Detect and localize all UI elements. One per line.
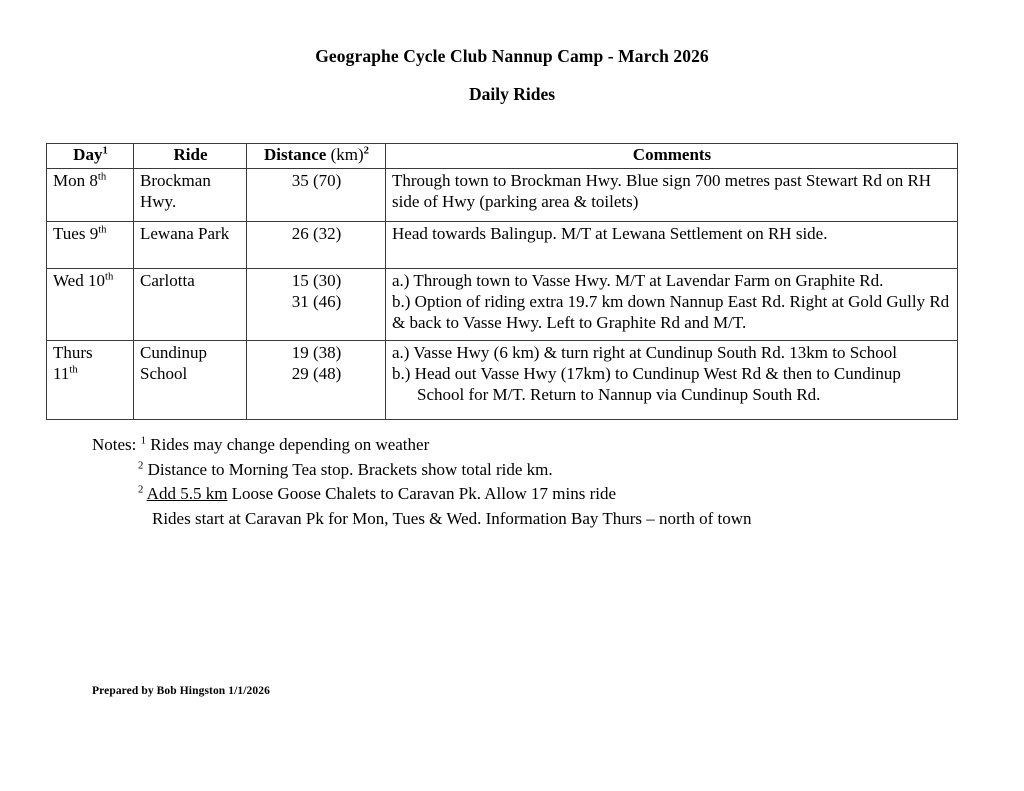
cell-day xyxy=(47,268,134,340)
cell-day-text: Wed 10 xyxy=(53,270,105,290)
column-header-ride: Ride xyxy=(134,144,247,169)
cell-distance-line: 19 (38) xyxy=(291,342,342,362)
cell-day-ordinal: th xyxy=(69,363,78,376)
cell-distance-line: 26 (32) xyxy=(291,223,342,243)
cell-ride xyxy=(134,221,247,268)
cell-comments xyxy=(386,340,958,419)
cell-ride-line: Lewana Park xyxy=(140,223,230,243)
cell-day xyxy=(47,221,134,268)
column-header-distance-label: Distance xyxy=(264,145,327,164)
cell-comment-line: a.) Through town to Vasse Hwy. M/T at Lavendar Farm on Graphite Rd. xyxy=(392,270,884,290)
cell-day-ordinal: th xyxy=(98,223,107,236)
cell-ride xyxy=(134,340,247,419)
cell-day-text: Tues 9 xyxy=(53,223,99,243)
cell-distance-line: 31 (46) xyxy=(291,291,342,311)
cell-day-line2 xyxy=(53,364,128,385)
cell-comment-line: Through town to Brockman Hwy. Blue sign 700 metres past Stewart Rd on RH side of Hwy (parking area & toilets) xyxy=(392,170,932,211)
column-header-distance-unit-text: (km) xyxy=(330,145,364,164)
cell-ride xyxy=(134,268,247,340)
notes-footnote-marker-2: 2 xyxy=(138,458,144,471)
footer-prepared-by: Prepared by Bob Hingston 1/1/2026 xyxy=(92,685,270,697)
cell-day xyxy=(47,340,134,419)
table-row xyxy=(47,268,958,340)
notes-footnote-marker-1: 1 xyxy=(140,434,146,447)
cell-comment-line: b.) Option of riding extra 19.7 km down Nannup East Rd. Right at Gold Gully Rd & back to Vasse Hwy. Left to Graphite Rd and M/T. xyxy=(392,291,950,332)
notes-line-2 xyxy=(92,458,932,483)
notes-section xyxy=(92,433,932,532)
cell-day-number: 11 xyxy=(53,363,70,383)
table-row xyxy=(47,221,958,268)
notes-label: Notes: xyxy=(92,435,137,454)
cell-day-text: Thurs xyxy=(53,342,93,362)
cell-comments xyxy=(386,168,958,221)
cell-day-text: Mon 8 xyxy=(53,170,98,190)
document-title: Geographe Cycle Club Nannup Camp - March 2026 xyxy=(315,46,709,66)
cell-distance xyxy=(247,221,386,268)
table-header-row xyxy=(47,144,958,169)
cell-distance-line: 29 (48) xyxy=(291,363,342,383)
cell-comments xyxy=(386,268,958,340)
cell-ride-line: Carlotta xyxy=(140,270,195,290)
table-row xyxy=(47,340,958,419)
cell-ride-line: School xyxy=(140,363,188,383)
cell-day-ordinal: th xyxy=(97,170,107,183)
column-header-day-label: Day xyxy=(73,145,103,164)
cell-comment-line: a.) Vasse Hwy (6 km) & turn right at Cundinup South Rd. 13km to School xyxy=(392,342,897,362)
notes-text-3: Loose Goose Chalets to Caravan Pk. Allow 17 mins ride xyxy=(231,484,617,504)
cell-distance-line: 35 (70) xyxy=(291,170,342,190)
notes-text-2: Distance to Morning Tea stop. Brackets show total ride km. xyxy=(147,459,553,479)
notes-line-1 xyxy=(92,433,932,458)
cell-day xyxy=(47,168,134,221)
notes-footnote-marker-3: 2 xyxy=(138,483,144,496)
cell-ride-line: Brockman xyxy=(140,170,211,190)
notes-text-3-underlined: Add 5.5 km xyxy=(146,484,228,504)
cell-ride-line: Cundinup xyxy=(140,342,208,362)
document-subtitle: Daily Rides xyxy=(468,84,556,104)
column-header-distance xyxy=(247,144,386,169)
column-header-day-footnote: 1 xyxy=(102,144,108,157)
daily-rides-table xyxy=(46,143,958,420)
notes-line-3 xyxy=(92,482,932,507)
cell-ride-line: Hwy. xyxy=(140,191,177,211)
cell-distance xyxy=(247,268,386,340)
cell-distance-line: 15 (30) xyxy=(291,270,342,290)
cell-comment-line: b.) Head out Vasse Hwy (17km) to Cundinup West Rd & then to Cundinup School for M/T. Return to Nannup via Cundinup South Rd. xyxy=(392,363,901,404)
column-header-comments: Comments xyxy=(386,144,958,169)
cell-distance xyxy=(247,340,386,419)
table-row xyxy=(47,168,958,221)
column-header-day xyxy=(47,144,134,169)
cell-distance xyxy=(247,168,386,221)
notes-text-1: Rides may change depending on weather xyxy=(150,435,430,454)
cell-comments xyxy=(386,221,958,268)
cell-day-ordinal: th xyxy=(104,270,114,283)
cell-comment-line: Head towards Balingup. M/T at Lewana Settlement on RH side. xyxy=(392,223,828,243)
cell-ride xyxy=(134,168,247,221)
notes-line-4 xyxy=(92,507,932,532)
column-header-distance-footnote: 2 xyxy=(363,144,369,157)
notes-text-4: Rides start at Caravan Pk for Mon, Tues & Wed. Information Bay Thurs – north of town xyxy=(152,508,752,528)
